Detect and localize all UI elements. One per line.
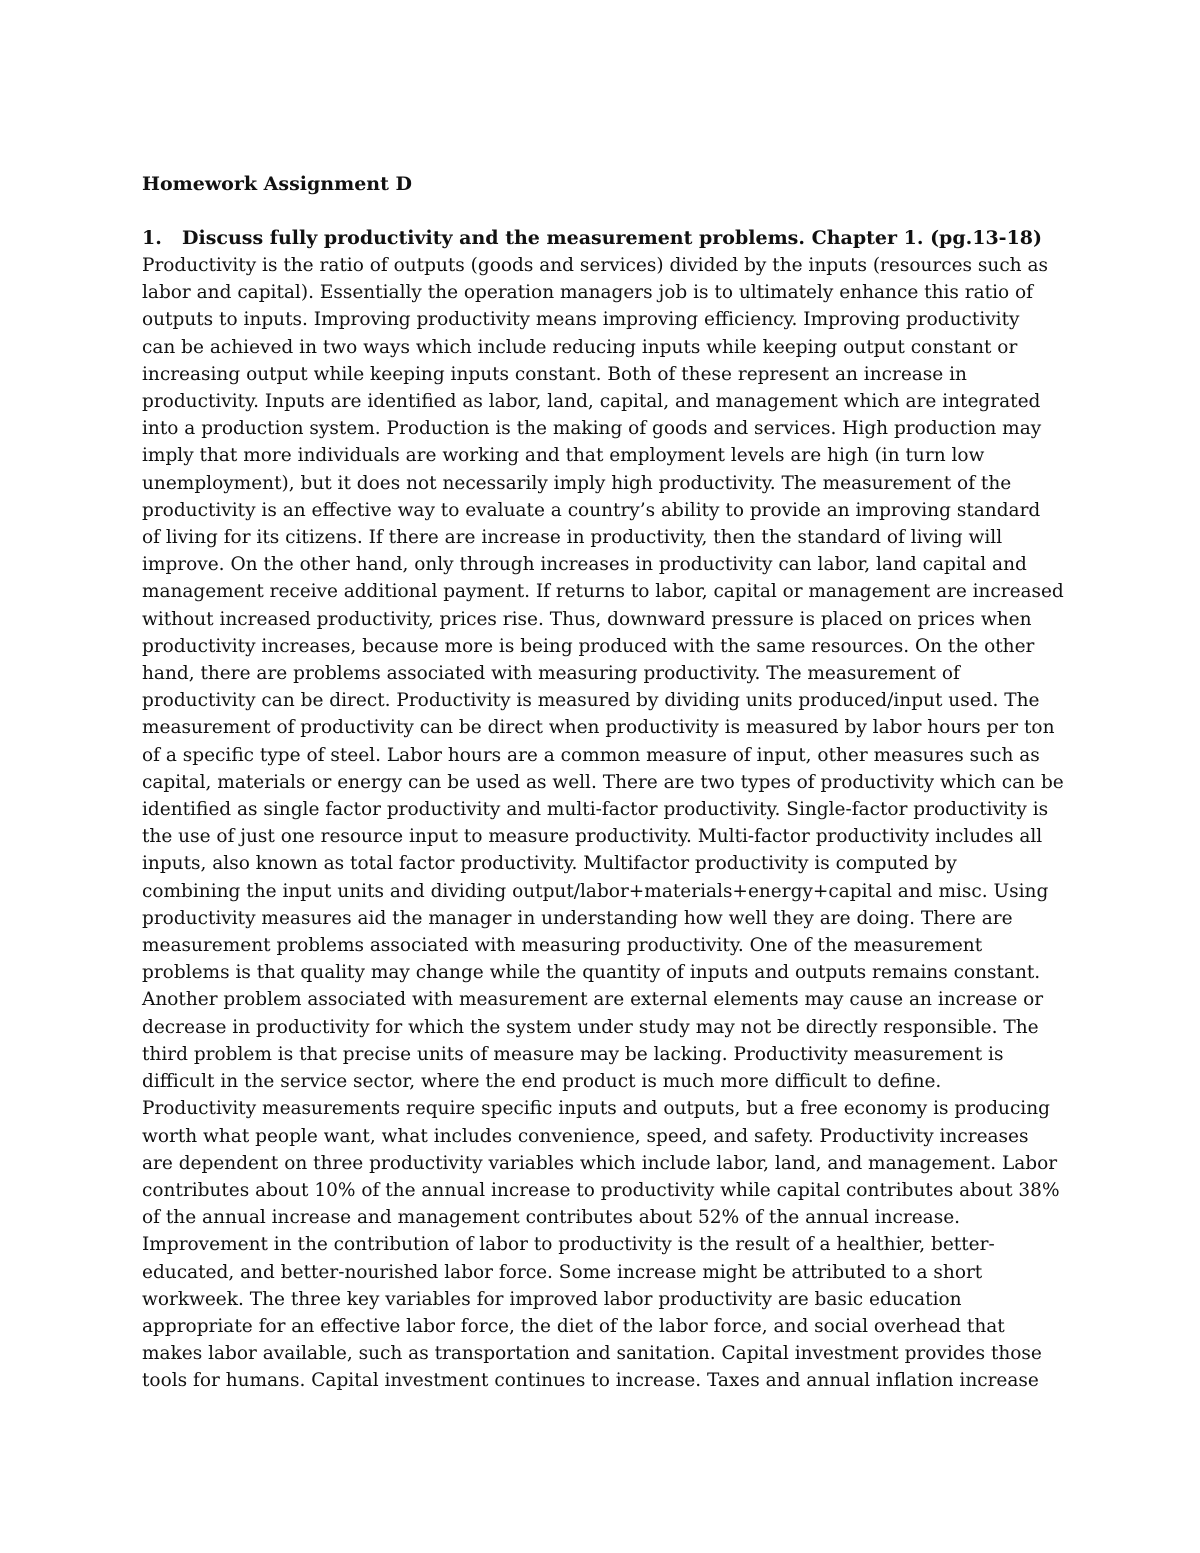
paragraph-line: of a specific type of steel. Labor hours are a common measure of input, other measures such as: [142, 744, 1040, 766]
paragraph-line: difficult in the service sector, where the end product is much more difficult to define.: [142, 1071, 942, 1093]
paragraph-line: imply that more individuals are working and that employment levels are high (in turn low: [142, 445, 985, 467]
paragraph-line: productivity increases, because more is being produced with the same resources. On the other: [142, 635, 1035, 657]
paragraph-line: identified as single factor productivity and multi-factor productivity. Single-factor productivity is: [142, 799, 1049, 821]
paragraph-line: educated, and better-nourished labor force. Some increase might be attributed to a short: [142, 1261, 983, 1283]
paragraph-line: productivity can be direct. Productivity is measured by dividing units produced/input used. The: [142, 690, 1040, 712]
paragraph-line: without increased productivity, prices rise. Thus, downward pressure is placed on prices when: [142, 608, 1032, 630]
document-content: [142, 171, 1064, 1395]
question-number: 1.: [142, 227, 162, 249]
paragraph-line: tools for humans. Capital investment continues to increase. Taxes and annual inflation increase: [142, 1370, 1039, 1392]
paragraph-line: measurement problems associated with measuring productivity. One of the measurement: [142, 935, 983, 957]
paragraph-line: hand, there are problems associated with measuring productivity. The measurement of: [142, 663, 960, 685]
answer-paragraph: [142, 252, 1064, 1395]
question-heading: [142, 225, 1064, 252]
paragraph-line: workweek. The three key variables for improved labor productivity are basic education: [142, 1288, 962, 1310]
question-text: Discuss fully productivity and the measurement problems. Chapter 1. (pg.13-18): [182, 227, 1043, 249]
paragraph-line: of living for its citizens. If there are increase in productivity, then the standard of living will: [142, 527, 1003, 549]
paragraph-line: unemployment), but it does not necessarily imply high productivity. The measurement of the: [142, 472, 1012, 494]
paragraph-line: makes labor available, such as transportation and sanitation. Capital investment provides those: [142, 1343, 1042, 1365]
paragraph-line: combining the input units and dividing output/labor+materials+energy+capital and misc. Using: [142, 880, 1049, 902]
paragraph-line: Improvement in the contribution of labor to productivity is the result of a healthier, better-: [142, 1234, 995, 1256]
paragraph-line: contributes about 10% of the annual increase to productivity while capital contributes about 38%: [142, 1179, 1060, 1201]
paragraph-line: productivity is an effective way to evaluate a country’s ability to provide an improving standard: [142, 499, 1041, 521]
paragraph-line: outputs to inputs. Improving productivity means improving efficiency. Improving productivity: [142, 309, 1020, 331]
paragraph-line: Another problem associated with measurement are external elements may cause an increase or: [142, 989, 1044, 1011]
paragraph-line: productivity. Inputs are identified as labor, land, capital, and management which are integrated: [142, 391, 1041, 413]
paragraph-line: inputs, also known as total factor productivity. Multifactor productivity is computed by: [142, 853, 957, 875]
paragraph-line: of the annual increase and management contributes about 52% of the annual increase.: [142, 1207, 961, 1229]
paragraph-line: worth what people want, what includes convenience, speed, and safety. Productivity increases: [142, 1125, 1029, 1147]
paragraph-line: increasing output while keeping inputs constant. Both of these represent an increase in: [142, 363, 967, 385]
paragraph-line: Productivity is the ratio of outputs (goods and services) divided by the inputs (resources such as: [142, 255, 1049, 276]
paragraph-line: into a production system. Production is the making of goods and services. High production may: [142, 418, 1042, 440]
paragraph-line: are dependent on three productivity variables which include labor, land, and management. Labor: [142, 1152, 1058, 1174]
paragraph-line: labor and capital). Essentially the operation managers job is to ultimately enhance this ratio of: [142, 282, 1034, 304]
paragraph-line: problems is that quality may change while the quantity of inputs and outputs remains constant.: [142, 962, 1041, 984]
paragraph-line: appropriate for an effective labor force, the diet of the labor force, and social overhead that: [142, 1315, 1005, 1337]
paragraph-line: productivity measures aid the manager in understanding how well they are doing. There are: [142, 907, 1013, 929]
paragraph-line: the use of just one resource input to measure productivity. Multi-factor productivity includes all: [142, 826, 1043, 848]
paragraph-line: can be achieved in two ways which include reducing inputs while keeping output constant or: [142, 336, 1018, 358]
paragraph-line: capital, materials or energy can be used as well. There are two types of productivity which can be: [142, 771, 1064, 793]
paragraph-line: improve. On the other hand, only through increases in productivity can labor, land capital and: [142, 554, 1027, 576]
paragraph-line: management receive additional payment. If returns to labor, capital or management are increased: [142, 581, 1064, 603]
blank-line: [142, 198, 1064, 225]
paragraph-line: Productivity measurements require specific inputs and outputs, but a free economy is producing: [142, 1098, 1050, 1120]
paragraph-line: decrease in productivity for which the system under study may not be directly responsible. The: [142, 1016, 1039, 1038]
paragraph-line: third problem is that precise units of measure may be lacking. Productivity measurement is: [142, 1043, 1004, 1065]
page-title: Homework Assignment D: [142, 173, 412, 195]
paragraph-line: measurement of productivity can be direct when productivity is measured by labor hours per ton: [142, 717, 1055, 739]
